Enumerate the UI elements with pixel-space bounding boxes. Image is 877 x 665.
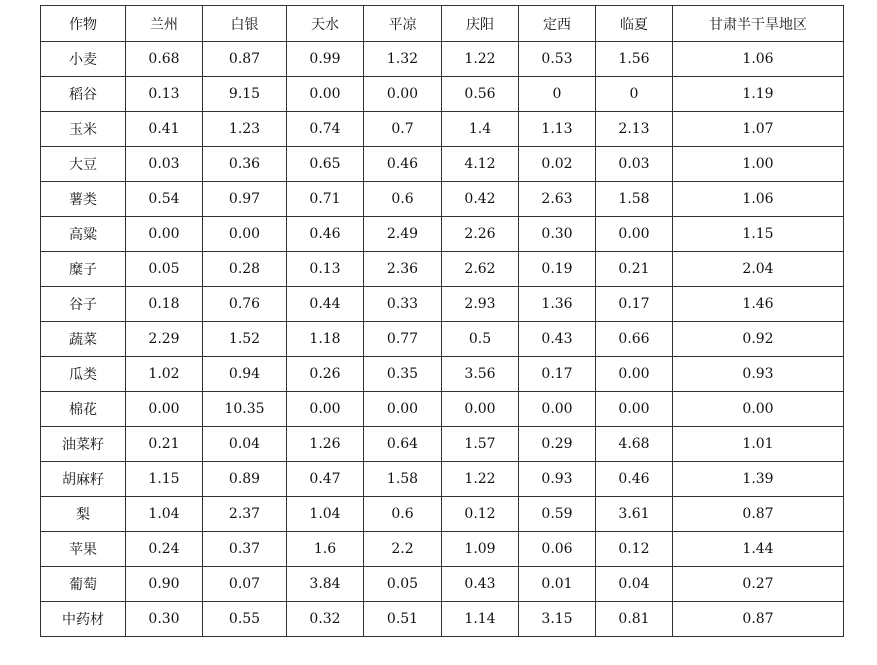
value-cell: 2.29 <box>126 322 203 357</box>
value-cell: 0.01 <box>519 567 596 602</box>
value-cell: 0.36 <box>203 147 287 182</box>
value-cell: 2.63 <box>519 182 596 217</box>
value-cell: 0.24 <box>126 532 203 567</box>
value-cell: 0.00 <box>596 392 673 427</box>
crop-name-cell: 糜子 <box>41 252 126 287</box>
crop-name-cell: 胡麻籽 <box>41 462 126 497</box>
value-cell: 0.13 <box>126 77 203 112</box>
table-row <box>41 602 844 637</box>
value-cell: 0.46 <box>596 462 673 497</box>
crop-name-cell: 玉米 <box>41 112 126 147</box>
value-cell: 1.04 <box>126 497 203 532</box>
value-cell: 0.13 <box>287 252 364 287</box>
header-cell: 兰州 <box>126 6 203 42</box>
value-cell: 0.76 <box>203 287 287 322</box>
value-cell: 0.04 <box>596 567 673 602</box>
value-cell: 4.12 <box>442 147 519 182</box>
value-cell: 0.90 <box>126 567 203 602</box>
value-cell: 2.37 <box>203 497 287 532</box>
header-cell: 定西 <box>519 6 596 42</box>
crop-name-cell: 大豆 <box>41 147 126 182</box>
value-cell: 0.41 <box>126 112 203 147</box>
table-row <box>41 567 844 602</box>
table-row <box>41 112 844 147</box>
value-cell: 0.03 <box>126 147 203 182</box>
value-cell: 0.00 <box>287 392 364 427</box>
value-cell: 1.57 <box>442 427 519 462</box>
value-cell: 0 <box>519 77 596 112</box>
header-cell: 庆阳 <box>442 6 519 42</box>
value-cell: 1.13 <box>519 112 596 147</box>
table-row <box>41 532 844 567</box>
value-cell: 1.58 <box>596 182 673 217</box>
value-cell: 0.04 <box>203 427 287 462</box>
value-cell: 0.00 <box>673 392 844 427</box>
value-cell: 0.21 <box>596 252 673 287</box>
value-cell: 2.49 <box>364 217 442 252</box>
value-cell: 0.43 <box>519 322 596 357</box>
table-body <box>41 42 844 637</box>
value-cell: 1.22 <box>442 42 519 77</box>
header-cell: 平凉 <box>364 6 442 42</box>
value-cell: 0.6 <box>364 182 442 217</box>
value-cell: 1.44 <box>673 532 844 567</box>
table-row <box>41 182 844 217</box>
table-row <box>41 217 844 252</box>
value-cell: 0.00 <box>364 392 442 427</box>
value-cell: 0.00 <box>126 217 203 252</box>
header-cell: 甘肃半干旱地区 <box>673 6 844 42</box>
value-cell: 0.07 <box>203 567 287 602</box>
value-cell: 2.13 <box>596 112 673 147</box>
header-cell: 天水 <box>287 6 364 42</box>
value-cell: 1.02 <box>126 357 203 392</box>
value-cell: 0.68 <box>126 42 203 77</box>
value-cell: 1.07 <box>673 112 844 147</box>
value-cell: 0.66 <box>596 322 673 357</box>
value-cell: 0.00 <box>126 392 203 427</box>
crop-name-cell: 苹果 <box>41 532 126 567</box>
value-cell: 0.65 <box>287 147 364 182</box>
value-cell: 0.32 <box>287 602 364 637</box>
value-cell: 0.81 <box>596 602 673 637</box>
value-cell: 0.17 <box>596 287 673 322</box>
crop-name-cell: 葡萄 <box>41 567 126 602</box>
crop-name-cell: 瓜类 <box>41 357 126 392</box>
value-cell: 0.74 <box>287 112 364 147</box>
value-cell: 3.15 <box>519 602 596 637</box>
value-cell: 2.2 <box>364 532 442 567</box>
value-cell: 0.87 <box>203 42 287 77</box>
table-row <box>41 322 844 357</box>
value-cell: 1.09 <box>442 532 519 567</box>
value-cell: 0.05 <box>364 567 442 602</box>
value-cell: 0.06 <box>519 532 596 567</box>
value-cell: 0.29 <box>519 427 596 462</box>
value-cell: 0.44 <box>287 287 364 322</box>
table-row <box>41 287 844 322</box>
table-row <box>41 497 844 532</box>
value-cell: 0.46 <box>287 217 364 252</box>
value-cell: 0.00 <box>364 77 442 112</box>
table-row <box>41 42 844 77</box>
value-cell: 1.58 <box>364 462 442 497</box>
table-row <box>41 147 844 182</box>
value-cell: 0.71 <box>287 182 364 217</box>
value-cell: 0.26 <box>287 357 364 392</box>
value-cell: 0.89 <box>203 462 287 497</box>
crop-name-cell: 中药材 <box>41 602 126 637</box>
value-cell: 0.93 <box>673 357 844 392</box>
value-cell: 0.53 <box>519 42 596 77</box>
value-cell: 0.42 <box>442 182 519 217</box>
value-cell: 0.87 <box>673 602 844 637</box>
value-cell: 9.15 <box>203 77 287 112</box>
value-cell: 1.15 <box>126 462 203 497</box>
value-cell: 0.00 <box>596 217 673 252</box>
value-cell: 1.46 <box>673 287 844 322</box>
value-cell: 0.35 <box>364 357 442 392</box>
value-cell: 0.55 <box>203 602 287 637</box>
value-cell: 0.21 <box>126 427 203 462</box>
value-cell: 1.32 <box>364 42 442 77</box>
value-cell: 1.26 <box>287 427 364 462</box>
value-cell: 0.00 <box>203 217 287 252</box>
crop-name-cell: 梨 <box>41 497 126 532</box>
value-cell: 1.19 <box>673 77 844 112</box>
value-cell: 0.00 <box>596 357 673 392</box>
value-cell: 1.52 <box>203 322 287 357</box>
table-row <box>41 462 844 497</box>
table-row <box>41 427 844 462</box>
crop-name-cell: 油菜籽 <box>41 427 126 462</box>
value-cell: 0.7 <box>364 112 442 147</box>
header-cell: 作物 <box>41 6 126 42</box>
value-cell: 0.37 <box>203 532 287 567</box>
value-cell: 1.36 <box>519 287 596 322</box>
value-cell: 2.93 <box>442 287 519 322</box>
value-cell: 3.56 <box>442 357 519 392</box>
value-cell: 0.47 <box>287 462 364 497</box>
value-cell: 0 <box>596 77 673 112</box>
value-cell: 0.43 <box>442 567 519 602</box>
value-cell: 0.30 <box>519 217 596 252</box>
value-cell: 1.14 <box>442 602 519 637</box>
value-cell: 10.35 <box>203 392 287 427</box>
value-cell: 0.56 <box>442 77 519 112</box>
value-cell: 0.99 <box>287 42 364 77</box>
value-cell: 0.94 <box>203 357 287 392</box>
value-cell: 1.15 <box>673 217 844 252</box>
value-cell: 0.02 <box>519 147 596 182</box>
crop-name-cell: 谷子 <box>41 287 126 322</box>
crop-name-cell: 稻谷 <box>41 77 126 112</box>
value-cell: 0.00 <box>519 392 596 427</box>
value-cell: 1.04 <box>287 497 364 532</box>
value-cell: 1.4 <box>442 112 519 147</box>
value-cell: 1.18 <box>287 322 364 357</box>
value-cell: 2.04 <box>673 252 844 287</box>
value-cell: 0.27 <box>673 567 844 602</box>
value-cell: 0.19 <box>519 252 596 287</box>
value-cell: 0.77 <box>364 322 442 357</box>
value-cell: 2.62 <box>442 252 519 287</box>
value-cell: 1.06 <box>673 182 844 217</box>
value-cell: 1.22 <box>442 462 519 497</box>
value-cell: 0.46 <box>364 147 442 182</box>
crop-name-cell: 棉花 <box>41 392 126 427</box>
value-cell: 1.01 <box>673 427 844 462</box>
value-cell: 0.28 <box>203 252 287 287</box>
value-cell: 0.30 <box>126 602 203 637</box>
value-cell: 1.06 <box>673 42 844 77</box>
header-row <box>41 6 844 42</box>
value-cell: 3.61 <box>596 497 673 532</box>
value-cell: 0.17 <box>519 357 596 392</box>
value-cell: 0.00 <box>287 77 364 112</box>
value-cell: 0.51 <box>364 602 442 637</box>
crop-data-table <box>40 5 844 637</box>
value-cell: 0.18 <box>126 287 203 322</box>
table-row <box>41 357 844 392</box>
crop-name-cell: 薯类 <box>41 182 126 217</box>
value-cell: 0.87 <box>673 497 844 532</box>
crop-name-cell: 小麦 <box>41 42 126 77</box>
value-cell: 0.12 <box>596 532 673 567</box>
value-cell: 0.12 <box>442 497 519 532</box>
table-row <box>41 392 844 427</box>
value-cell: 3.84 <box>287 567 364 602</box>
value-cell: 0.05 <box>126 252 203 287</box>
header-cell: 临夏 <box>596 6 673 42</box>
value-cell: 1.6 <box>287 532 364 567</box>
table-row <box>41 252 844 287</box>
value-cell: 0.03 <box>596 147 673 182</box>
value-cell: 1.39 <box>673 462 844 497</box>
value-cell: 0.6 <box>364 497 442 532</box>
header-cell: 白银 <box>203 6 287 42</box>
crop-name-cell: 蔬菜 <box>41 322 126 357</box>
value-cell: 4.68 <box>596 427 673 462</box>
value-cell: 1.23 <box>203 112 287 147</box>
value-cell: 0.54 <box>126 182 203 217</box>
value-cell: 1.56 <box>596 42 673 77</box>
table-row <box>41 77 844 112</box>
value-cell: 2.36 <box>364 252 442 287</box>
value-cell: 0.33 <box>364 287 442 322</box>
value-cell: 0.97 <box>203 182 287 217</box>
value-cell: 0.64 <box>364 427 442 462</box>
value-cell: 0.92 <box>673 322 844 357</box>
value-cell: 0.5 <box>442 322 519 357</box>
value-cell: 2.26 <box>442 217 519 252</box>
value-cell: 1.00 <box>673 147 844 182</box>
value-cell: 0.00 <box>442 392 519 427</box>
value-cell: 0.59 <box>519 497 596 532</box>
crop-name-cell: 高粱 <box>41 217 126 252</box>
value-cell: 0.93 <box>519 462 596 497</box>
